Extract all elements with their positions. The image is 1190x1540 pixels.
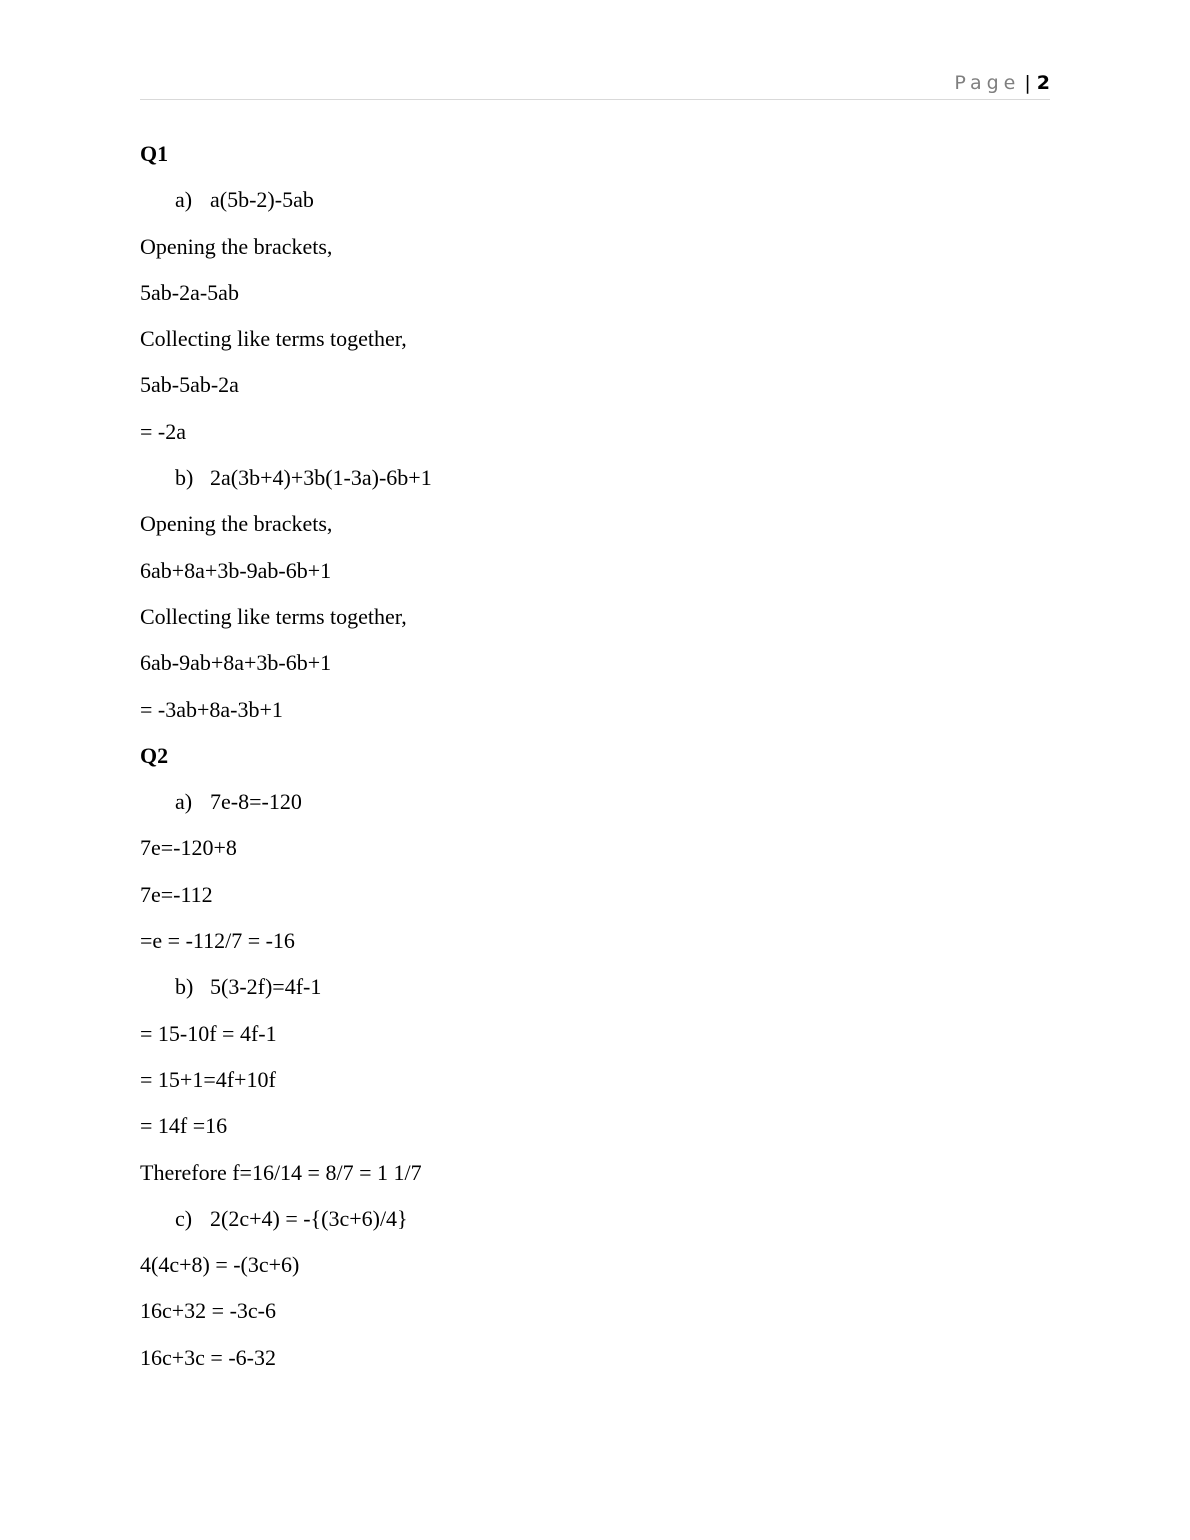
solution-step: 16c+3c = -6-32 xyxy=(140,1344,276,1370)
solution-step: 6ab+8a+3b-9ab-6b+1 xyxy=(140,557,332,583)
solution-step: = 15+1=4f+10f xyxy=(140,1066,276,1092)
solution-step: 4(4c+8) = -(3c+6) xyxy=(140,1252,300,1278)
list-item xyxy=(140,784,1050,830)
solution-step: =e = -112/7 = -16 xyxy=(140,928,295,954)
item-label: a) xyxy=(175,187,193,213)
solution-step: Opening the brackets, xyxy=(140,233,333,259)
question-heading: Q2 xyxy=(140,742,169,768)
solution-step: = 15-10f = 4f-1 xyxy=(140,1020,277,1046)
item-expression: 2a(3b+4)+3b(1-3a)-6b+1 xyxy=(210,465,432,491)
question-heading: Q1 xyxy=(140,141,169,166)
page-header xyxy=(140,68,1050,100)
solution-step: = 14f =16 xyxy=(140,1113,228,1139)
item-expression: 2(2c+4) = -{(3c+6)/4} xyxy=(210,1205,408,1231)
item-expression: 7e-8=-120 xyxy=(210,789,302,815)
solution-step: Collecting like terms together, xyxy=(140,603,407,629)
item-label: b) xyxy=(175,974,194,1000)
solution-step: Therefore f=16/14 = 8/7 = 1 1/7 xyxy=(140,1159,422,1185)
item-label: c) xyxy=(175,1205,193,1231)
item-label: a) xyxy=(175,789,193,815)
solution-step: 5ab-2a-5ab xyxy=(140,279,239,305)
solution-step: 5ab-5ab-2a xyxy=(140,372,239,398)
header-separator: | xyxy=(1024,72,1031,94)
solution-step: 6ab-9ab+8a+3b-6b+1 xyxy=(140,650,332,676)
solution-step: Collecting like terms together, xyxy=(140,326,407,352)
solution-step: 7e=-112 xyxy=(140,881,213,907)
item-expression: 5(3-2f)=4f-1 xyxy=(210,974,322,1000)
solution-step: 7e=-120+8 xyxy=(140,835,237,861)
page-number: 2 xyxy=(1036,72,1050,94)
document-body xyxy=(140,136,1050,1386)
item-label: b) xyxy=(175,465,194,491)
solution-step: 16c+32 = -3c-6 xyxy=(140,1298,276,1324)
list-item xyxy=(140,969,1050,1015)
page-label: Page xyxy=(954,72,1021,94)
solution-step: Opening the brackets, xyxy=(140,511,333,537)
list-item xyxy=(140,182,1050,228)
list-item xyxy=(140,1201,1050,1247)
solution-step: = -3ab+8a-3b+1 xyxy=(140,696,283,722)
list-item xyxy=(140,460,1050,506)
item-expression: a(5b-2)-5ab xyxy=(210,187,314,213)
solution-step: = -2a xyxy=(140,418,186,444)
